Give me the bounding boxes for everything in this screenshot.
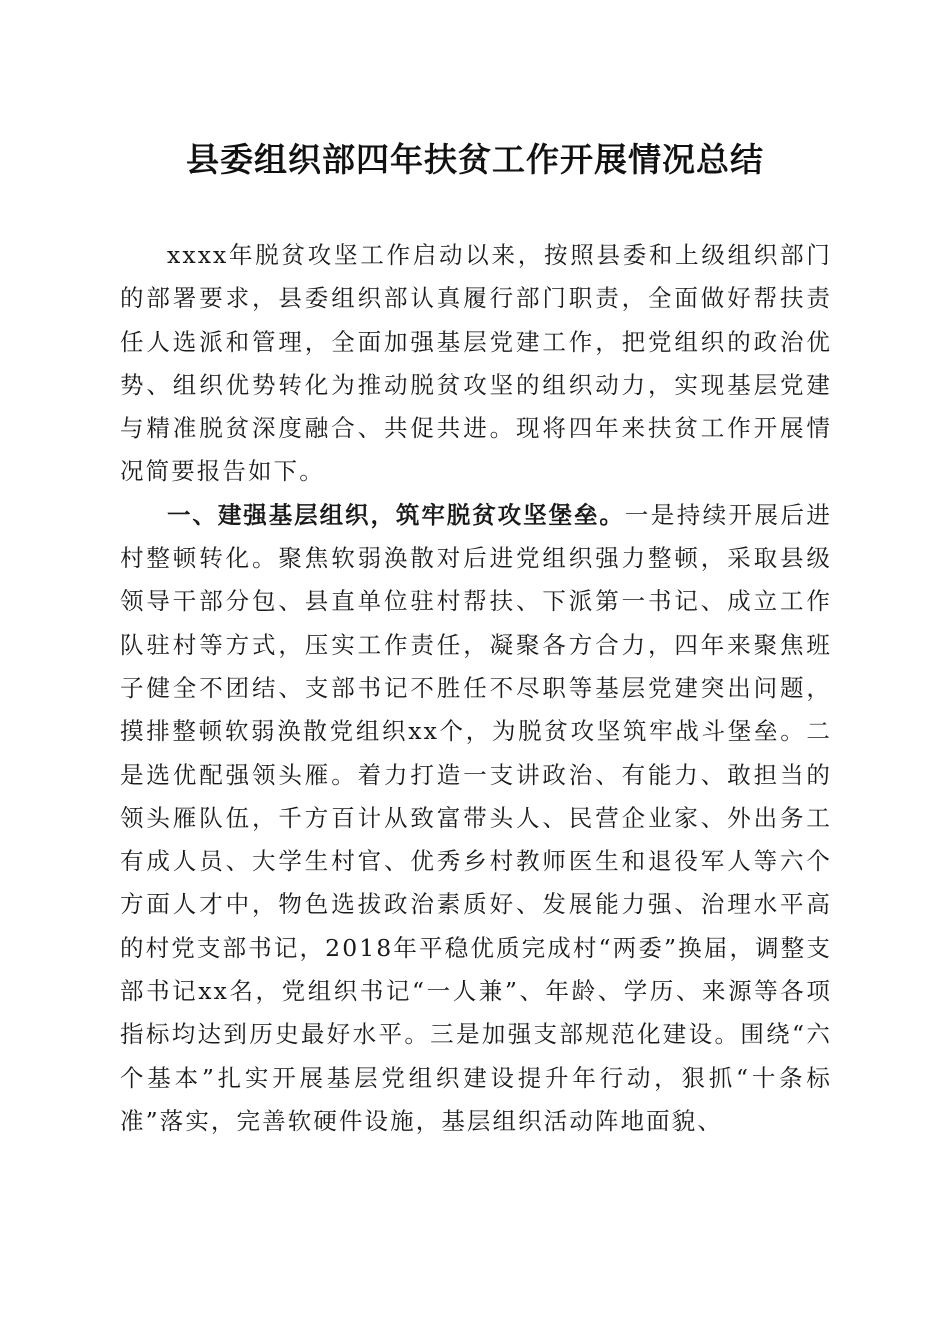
section-1-paragraph: [120, 494, 832, 1143]
document-body: [120, 234, 832, 1143]
section-1-body: 一是持续开展后进村整顿转化。聚焦软弱涣散对后进党组织强力整顿，采取县级领导干部分包、县直单位驻村帮扶、下派第一书记、成立工作队驻村等方式，压实工作责任，凝聚各方合力，四年来聚焦班子健全不团结、支部书记不胜任不尽职等基层党建突出问题，摸排整顿软弱涣散党组织xx个，为脱贫攻坚筑牢战斗堡垒。二是选优配强领头雁。着力打造一支讲政治、有能力、敢担当的领头雁队伍，千方百计从致富带头人、民营企业家、外出务工有成人员、大学生村官、优秀乡村教师医生和退役军人等六个方面人才中，物色选拔政治素质好、发展能力强、治理水平高的村党支部书记，2018年平稳优质完成村“两委”换届，调整支部书记xx名，党组织书记“一人兼”、年龄、学历、来源等各项指标均达到历史最好水平。三是加强支部规范化建设。围绕“六个基本”扎实开展基层党组织建设提升年行动，狠抓“十条标准”落实，完善软硬件设施，基层组织活动阵地面貌、: [120, 500, 832, 1135]
section-1-heading: 一、建强基层组织，筑牢脱贫攻坚堡垒。: [167, 500, 625, 529]
intro-paragraph: xxxx年脱贫攻坚工作启动以来，按照县委和上级组织部门的部署要求，县委组织部认真履行部门职责，全面做好帮扶责任人选派和管理，全面加强基层党建工作，把党组织的政治优势、组织优势转化为推动脱贫攻坚的组织动力，实现基层党建与精准脱贫深度融合、共促共进。现将四年来扶贫工作开展情况简要报告如下。: [120, 241, 832, 486]
document-title: 县委组织部四年扶贫工作开展情况总结: [186, 140, 764, 179]
